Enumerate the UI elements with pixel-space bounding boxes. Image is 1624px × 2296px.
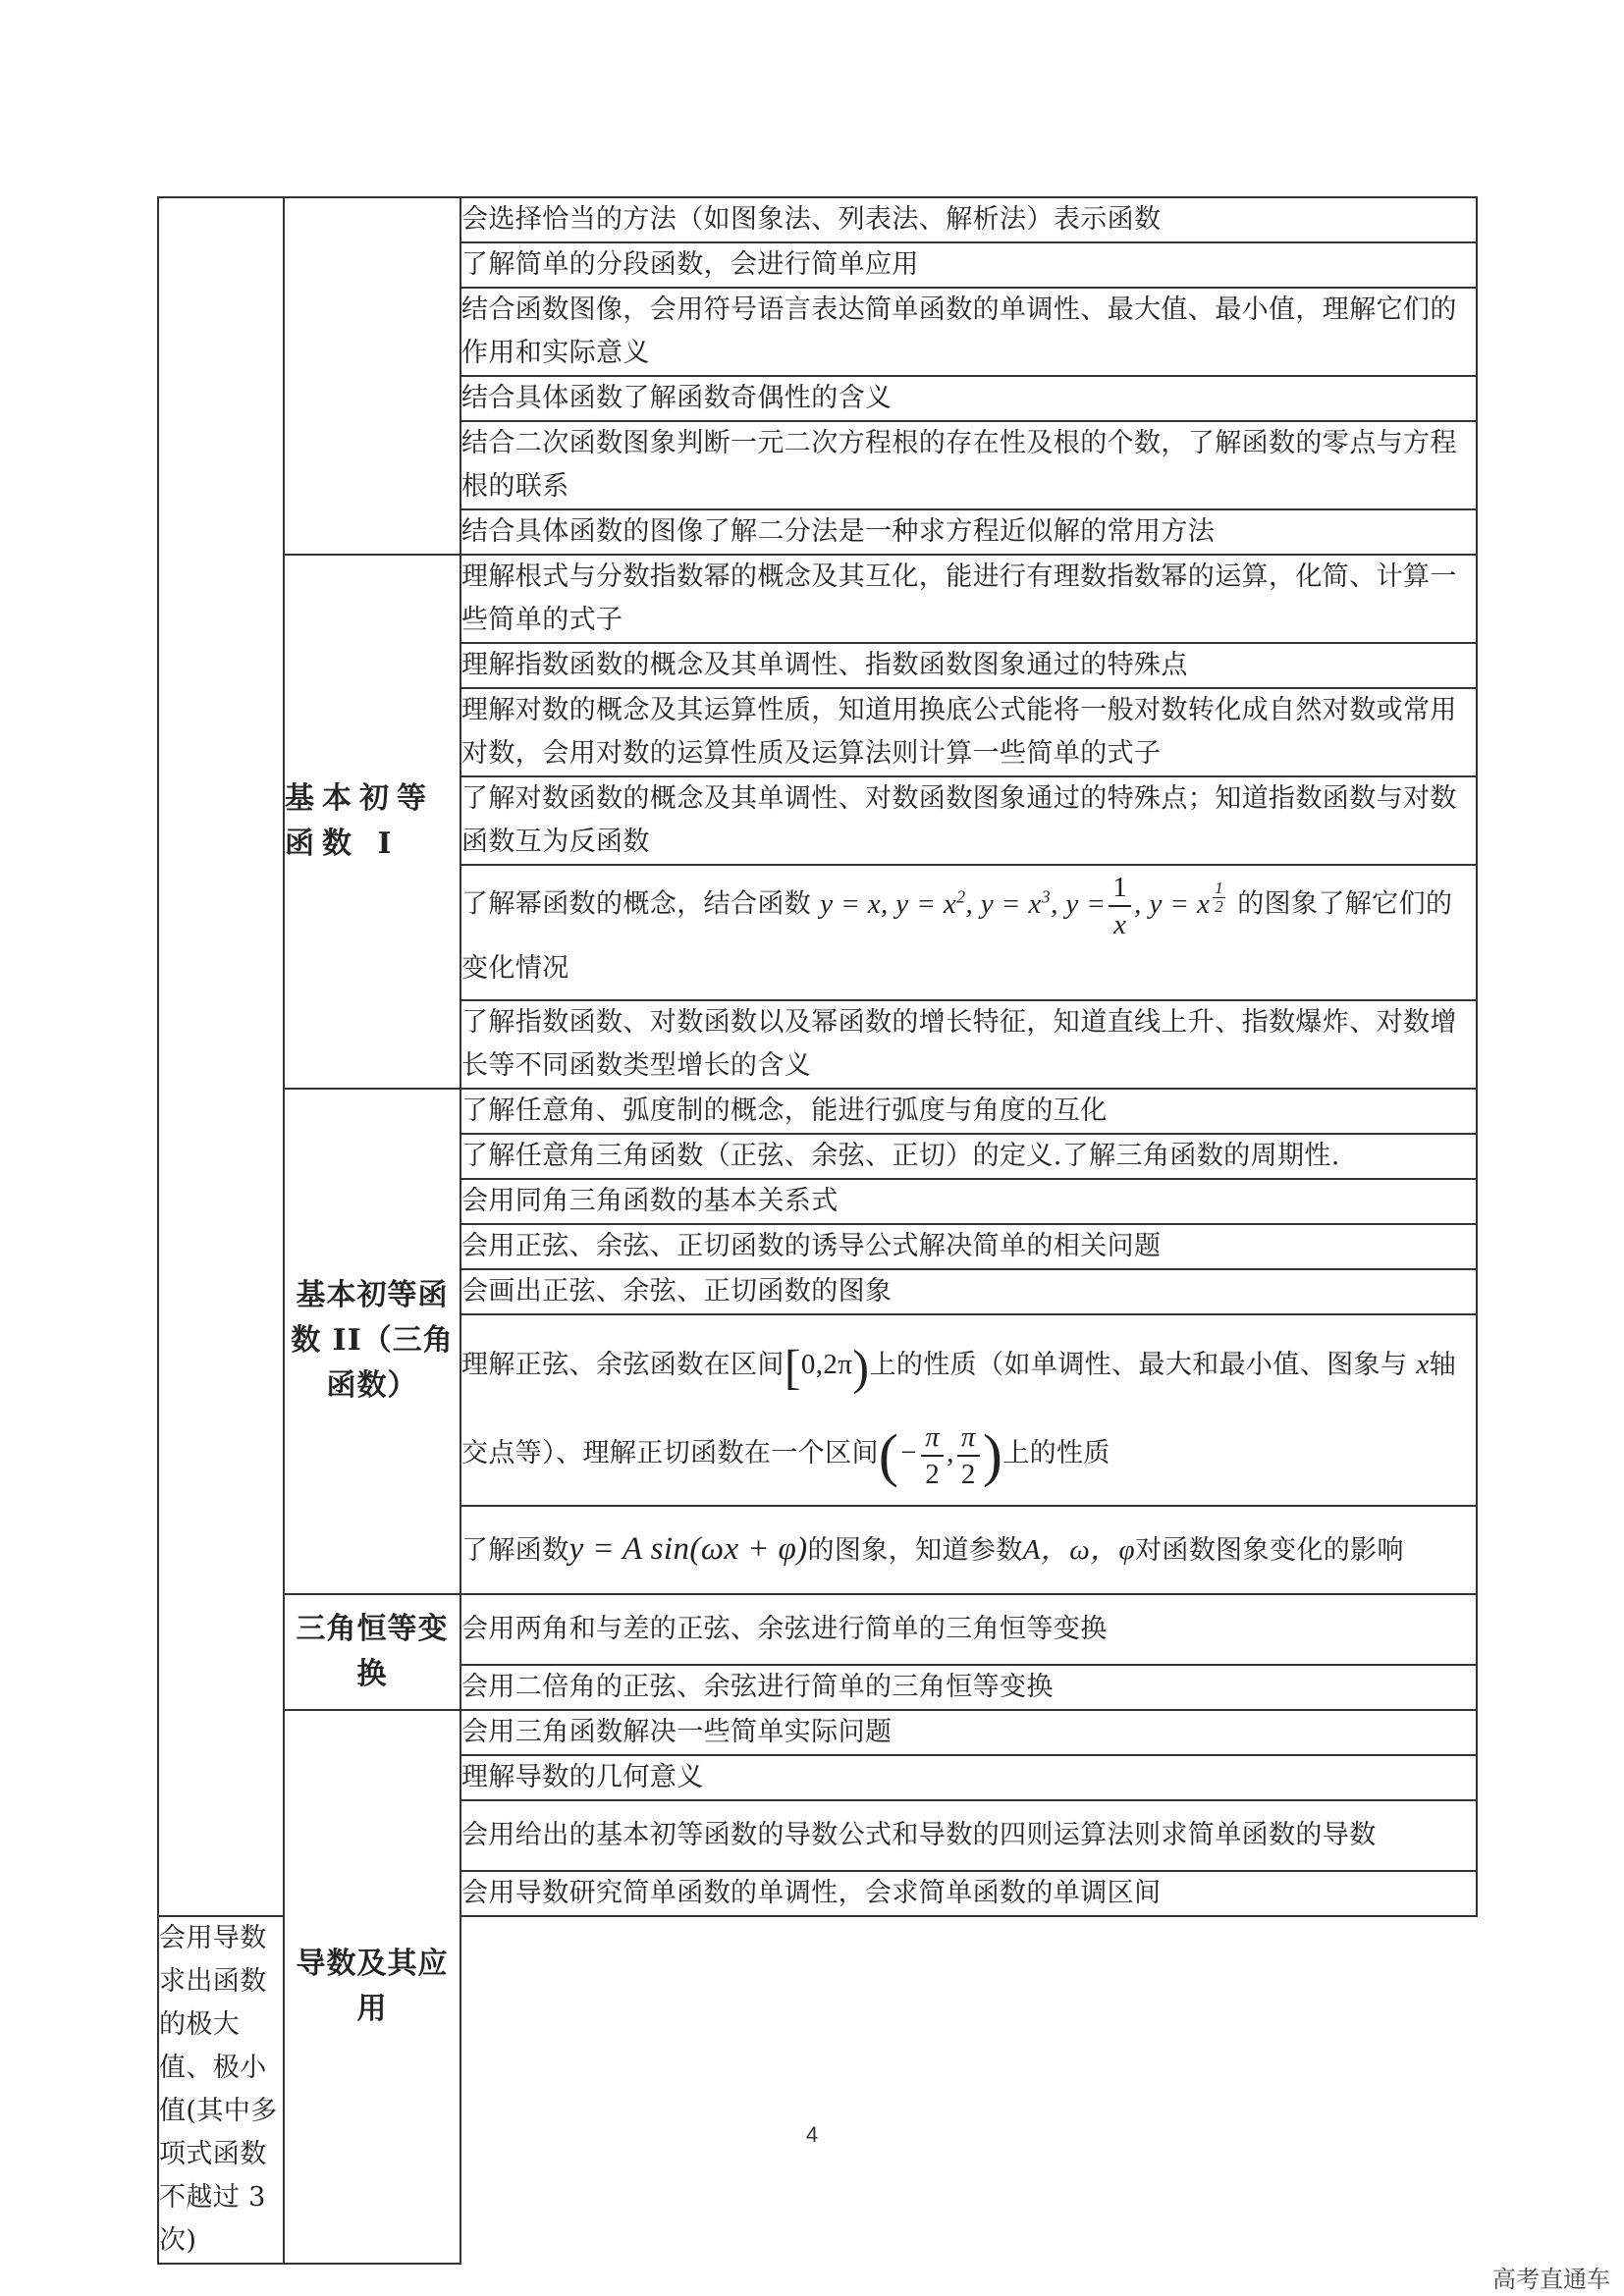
table-row: 理解对数的概念及其运算性质，知道用换底公式能将一般对数转化成自然对数或常用对数，会用对数的运算性质及运算法则计算一些简单的式子 <box>460 688 1477 776</box>
sine-formula: y = A sin(ωx + φ) <box>568 1530 808 1567</box>
power-row-text-post: 的图象了解它们的变化情况 <box>461 888 1453 984</box>
table-row: 了解任意角、弧度制的概念，能进行弧度与角度的互化 <box>460 1089 1477 1134</box>
table-row: 结合函数图像，会用符号语言表达简单函数的单调性、最大值、最小值，理解它们的作用和实际意义 <box>460 288 1477 376</box>
interval-minus-pi-half: (− $\frac{\pi}{2}$ , $\frac{\pi}{2}$ ) <box>878 1420 1003 1490</box>
table-row: 理解导数的几何意义 <box>460 1755 1477 1800</box>
column-1-cell <box>158 197 284 1916</box>
table-row: 会画出正弦、余弦、正切函数的图象 <box>460 1269 1477 1314</box>
table-row: 会用同角三角函数的基本关系式 <box>460 1179 1477 1224</box>
table-row: 结合具体函数的图像了解二分法是一种求方程近似解的常用方法 <box>460 509 1477 555</box>
table-row: 会用正弦、余弦、正切函数的诱导公式解决简单的相关问题 <box>460 1224 1477 1269</box>
group-label-basic-functions-1: 基本初等函数 I <box>284 555 460 1089</box>
group-label-trig-identities: 三角恒等变换 <box>284 1594 460 1710</box>
power-function-row <box>460 865 1477 1000</box>
table-row: 会用两角和与差的正弦、余弦进行简单的三角恒等变换 <box>460 1594 1477 1665</box>
power-row-text-pre: 了解幂函数的概念，结合函数 <box>461 888 812 920</box>
syllabus-table <box>157 196 1478 2265</box>
sine-function-row: 了解函数y = A sin(ωx + φ)的图象，知道参数A，ω，φ对函数图象变化的影响 <box>460 1506 1477 1594</box>
sine-params: A，ω，φ <box>1022 1533 1135 1566</box>
table-row: 了解简单的分段函数，会进行简单应用 <box>460 242 1477 288</box>
group-label-basic-functions-2: 基本初等函数 II（三角函数） <box>284 1089 460 1594</box>
power-formula: y = x, $y = x^2$, $y = x^3$, y = $\frac{1}{x}$ , y = x $^{\frac{1}{2}}$ <box>820 872 1224 940</box>
table-row: 会用二倍角的正弦、余弦进行简单的三角恒等变换 <box>460 1665 1477 1710</box>
table-row: 会用导数研究简单函数的单调性，会求简单函数的单调区间 <box>460 1871 1477 1916</box>
table-row: 了解指数函数、对数函数以及幂函数的增长特征，知道直线上升、指数爆炸、对数增长等不同函数类型增长的含义 <box>460 1000 1477 1089</box>
table-row: 理解根式与分数指数幂的概念及其互化，能进行有理数指数幂的运算，化简、计算一些简单的式子 <box>460 555 1477 643</box>
table-row: 会选择恰当的方法（如图象法、列表法、解析法）表示函数 <box>460 197 1477 242</box>
page-number: 4 <box>805 2122 819 2147</box>
trig-interval-row: 理解正弦、余弦函数在区间[0,2π)上的性质（如单调性、最大和最小值、图象与 x轴交点等）、理解正切函数在一个区间(− $\frac{\pi}{2}$ , $\frac{\pi}{2}$ )上的性质 <box>460 1314 1477 1506</box>
table-row: 结合二次函数图象判断一元二次方程根的存在性及根的个数，了解函数的零点与方程根的联系 <box>460 421 1477 509</box>
watermark: 高考直通车 <box>1492 2266 1610 2293</box>
table-row: 会用给出的基本初等函数的导数公式和导数的四则运算法则求简单函数的导数 <box>460 1800 1477 1871</box>
table-row: 结合具体函数了解函数奇偶性的含义 <box>460 376 1477 421</box>
table-row: 了解任意角三角函数（正弦、余弦、正切）的定义.了解三角函数的周期性. <box>460 1134 1477 1179</box>
table-row: 会用导数求出函数的极大值、极小值(其中多项式函数不越过 3 次) <box>158 1916 284 2264</box>
table-row: 会用三角函数解决一些简单实际问题 <box>460 1710 1477 1755</box>
interval-0-2pi: [0,2π) <box>784 1339 870 1395</box>
table-row: 了解对数函数的概念及其单调性、对数函数图象通过的特殊点；知道指数函数与对数函数互为反函数 <box>460 776 1477 865</box>
group-cell-continued <box>284 197 460 555</box>
group-label-derivatives: 导数及其应用 <box>284 1710 460 2264</box>
table-row: 理解指数函数的概念及其单调性、指数函数图象通过的特殊点 <box>460 643 1477 688</box>
